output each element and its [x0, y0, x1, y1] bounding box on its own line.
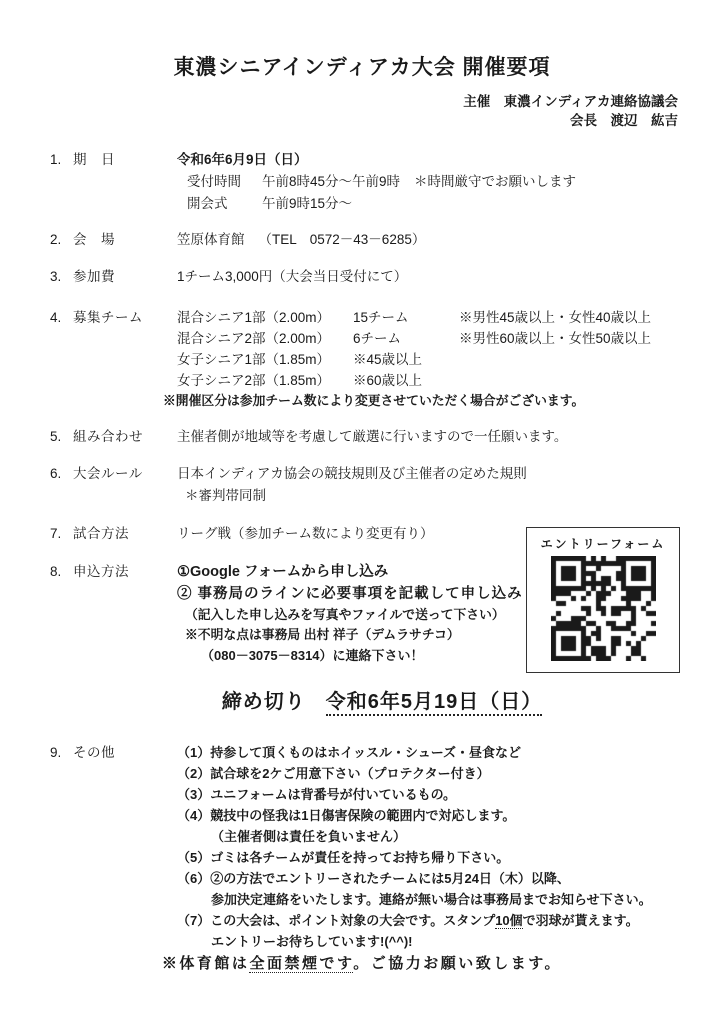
notice-pre: ※体育館は [161, 955, 250, 972]
rules-line1: 日本インディアカ協会の競技規則及び主催者の定めた規則 [177, 466, 527, 481]
others-section [0, 742, 724, 952]
other-line-2: （2）試合球を2ケご用意下さい（プロテクター付き） [177, 766, 490, 781]
other-line-4b: （主催者側は責任を負いません） [211, 829, 407, 844]
no-smoking-notice [0, 954, 724, 974]
page-title: 東濃シニアインディアカ大会 開催要項 [173, 56, 551, 79]
team-count: ※60歳以上 [353, 373, 423, 388]
item-label: 参加費 [73, 269, 115, 284]
team-count: 15チーム [353, 310, 409, 325]
team-row [177, 307, 688, 328]
item-date [50, 149, 688, 215]
contact-phone: （080－3075－8314） [201, 648, 333, 663]
item-teams [50, 307, 688, 411]
reception-label: 受付時間 [187, 174, 241, 189]
qr-code [551, 556, 656, 661]
format-line: リーグ戦（参加チーム数により変更有り） [177, 526, 434, 541]
venue-line [177, 229, 688, 251]
other-line-7 [177, 910, 688, 931]
rules-line2: ＊審判帯同制 [185, 488, 266, 503]
apply-note-2: ※不明な点は事務局 出村 祥子（デムラサチコ） [185, 627, 460, 642]
deadline-label: 締め切り [221, 691, 306, 713]
team-division: 混合シニア1部（2.00m） [177, 310, 331, 325]
team-row [177, 349, 688, 370]
reception-line [177, 171, 688, 193]
apply-method-2: ② 事務局のラインに必要事項を記載して申し込み [177, 586, 523, 602]
item-label: 会 場 [73, 232, 115, 247]
item-number: 2. [50, 232, 62, 247]
points-count: 10個 [495, 913, 523, 928]
item-number: 7. [50, 526, 62, 541]
chairman-line: 会長 渡辺 紘吉 [570, 113, 678, 128]
item-number: 4. [50, 310, 62, 325]
item-rules [50, 463, 688, 506]
fee-line: 1チーム3,000円（大会当日受付にて） [177, 269, 408, 284]
contact-rest: に連絡下さい！ [332, 648, 424, 663]
item-label: 試合方法 [73, 526, 129, 541]
item-number: 8. [50, 564, 62, 579]
team-count: ※45歳以上 [353, 352, 423, 367]
item-number: 6. [50, 466, 62, 481]
other-line-5: （5）ゴミは各チームが責任を持ってお持ち帰り下さい。 [177, 850, 510, 865]
team-age-note: ※男性60歳以上・女性50歳以上 [459, 331, 652, 346]
opening-line [177, 193, 688, 215]
item-matchup [50, 426, 688, 448]
opening-time: 午前9時15分～ [262, 196, 353, 211]
team-row [177, 370, 688, 391]
other-line-4: （4）競技中の怪我は1日傷害保険の範囲内で対応します。 [177, 808, 516, 823]
organizer-line: 主催 東濃インディアカ連絡協議会 [463, 94, 678, 109]
item-label: 申込方法 [73, 564, 129, 579]
notice-post: 。ご協力お願い致します。 [353, 955, 563, 972]
apply-note-1: （記入した申し込みを写真やファイルで送って下さい） [185, 607, 505, 622]
item-fee [50, 266, 688, 288]
venue-tel: （TEL 0572－43－6285） [258, 232, 426, 247]
deadline-line [0, 689, 724, 716]
team-age-note: ※男性45歳以上・女性40歳以上 [459, 310, 652, 325]
apply-method-1: ①Google フォームから申し込み [177, 564, 389, 580]
other-line-6: （6）②の方法でエントリーされたチームには5月24日（木）以降、 [177, 871, 570, 886]
venue-name: 笠原体育館 [177, 232, 245, 247]
item-number: 1. [50, 152, 62, 167]
reception-note: ＊時間厳守でお願いします [414, 174, 577, 189]
other-line-1: （1）持参して頂くものはホイッスル・シューズ・昼食など [177, 745, 522, 760]
entry-form-box [526, 527, 680, 673]
item-label: 大会ルール [73, 466, 143, 481]
team-division: 女子シニア2部（1.85m） [177, 373, 331, 388]
item-number: 5. [50, 429, 62, 444]
item-number: 3. [50, 269, 62, 284]
deadline-date: 令和6年5月19日（日） [326, 691, 543, 716]
other-line-7b: エントリーお待ちしています!(^^)! [211, 934, 413, 949]
item-venue [50, 229, 688, 251]
points-pre: （7）この大会は、ポイント対象の大会です。スタンプ [177, 913, 496, 928]
reception-time: 午前8時45分～午前9時 [262, 174, 401, 189]
item-label: 組み合わせ [73, 429, 143, 444]
item-number: 9. [50, 745, 62, 760]
team-division: 混合シニア2部（2.00m） [177, 331, 331, 346]
other-line-6b: 参加決定連絡をいたします。連絡が無い場合は事務局までお知らせ下さい。 [211, 892, 652, 907]
notice-emphasis: 全面禁煙です [249, 955, 354, 972]
opening-label: 開会式 [187, 196, 228, 211]
team-count: 6チーム [353, 331, 402, 346]
entry-form-label: エントリーフォーム [540, 537, 666, 551]
team-row [177, 328, 688, 349]
item-label: その他 [73, 745, 115, 760]
item-label: 期 日 [73, 152, 115, 167]
team-division: 女子シニア1部（1.85m） [177, 352, 331, 367]
matchup-line: 主催者側が地域等を考慮して厳選に行いますので一任願います。 [177, 429, 568, 444]
points-post: で羽球が貰えます。 [522, 913, 639, 928]
teams-change-note: ※開催区分は参加チーム数により変更させていただく場合がございます。 [163, 393, 585, 408]
item-others [50, 742, 688, 952]
event-date: 令和6年6月9日（日） [177, 152, 308, 167]
item-label: 募集チーム [73, 310, 143, 325]
other-line-3: （3）ユニフォームは背番号が付いているもの。 [177, 787, 457, 802]
